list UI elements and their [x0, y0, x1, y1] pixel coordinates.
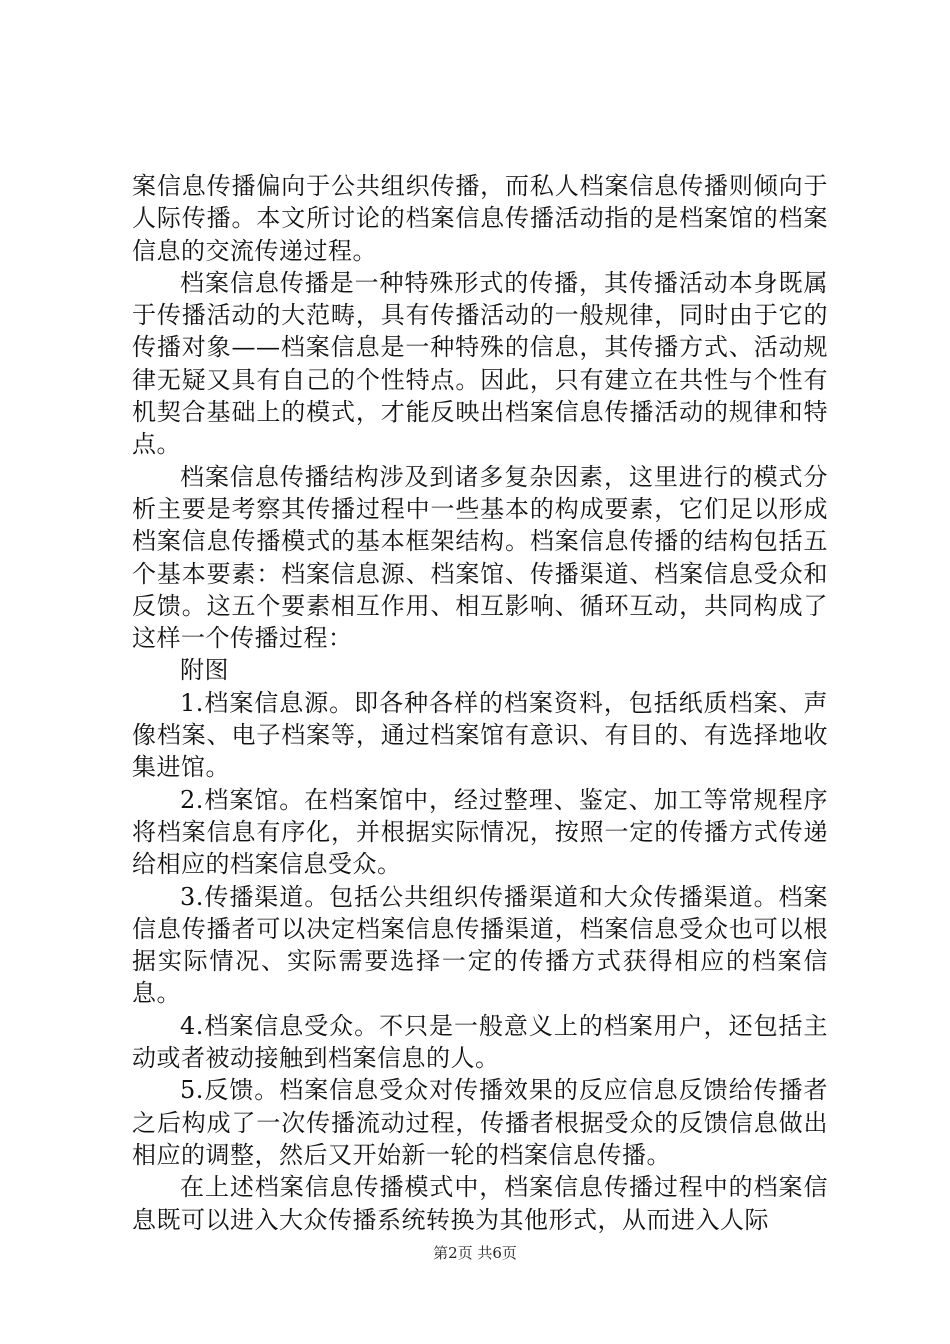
list-item-3: 3.传播渠道。包括公共组织传播渠道和大众传播渠道。档案信息传播者可以决定档案信息传播渠道，档案信息受众也可以根据实际情况、实际需要选择一定的传播方式获得相应的档案信息。: [132, 882, 828, 1008]
figure-placeholder-label: 附图: [180, 656, 229, 685]
list-item-5: 5.反馈。档案信息受众对传播效果的反应信息反馈给传播者之后构成了一次传播流动过程，传播者根据受众的反馈信息做出相应的调整，然后又开始新一轮的档案信息传播。: [132, 1076, 828, 1169]
paragraph-2: 档案信息传播是一种特殊形式的传播，其传播活动本身既属于传播活动的大范畴，具有传播活动的一般规律，同时由于它的传播对象——档案信息是一种特殊的信息，其传播方式、活动规律无疑又具有自己的个性特点。因此，只有建立在共性与个性有机契合基础上的模式，才能反映出档案信息传播活动的规律和特点。: [132, 268, 828, 459]
document-body: [132, 170, 828, 1236]
list-item-2: 2.档案馆。在档案馆中，经过整理、鉴定、加工等常规程序将档案信息有序化，并根据实际情况，按照一定的传播方式传递给相应的档案信息受众。: [132, 785, 828, 879]
paragraph-1: 案信息传播偏向于公共组织传播，而私人档案信息传播则倾向于人际传播。本文所讨论的档案信息传播活动指的是档案馆的档案信息的交流传递过程。: [132, 172, 828, 265]
page-number: 第2页 共6页: [433, 1244, 517, 1262]
page-footer: [0, 1243, 950, 1263]
paragraph-final: 在上述档案信息传播模式中，档案信息传播过程中的档案信息既可以进入大众传播系统转换为其他形式，从而进入人际: [132, 1173, 828, 1234]
list-item-1: 1.档案信息源。即各种各样的档案资料，包括纸质档案、声像档案、电子档案等，通过档案馆有意识、有目的、有选择地收集进馆。: [132, 688, 828, 782]
paragraph-3: 档案信息传播结构涉及到诸多复杂因素，这里进行的模式分析主要是考察其传播过程中一些基本的构成要素，它们足以形成档案信息传播模式的基本框架结构。档案信息传播的结构包括五个基本要素：档案信息源、档案馆、传播渠道、档案信息受众和反馈。这五个要素相互作用、相互影响、循环互动，共同构成了这样一个传播过程：: [132, 462, 828, 653]
list-item-4: 4.档案信息受众。不只是一般意义上的档案用户，还包括主动或者被动接触到档案信息的人。: [132, 1011, 828, 1073]
